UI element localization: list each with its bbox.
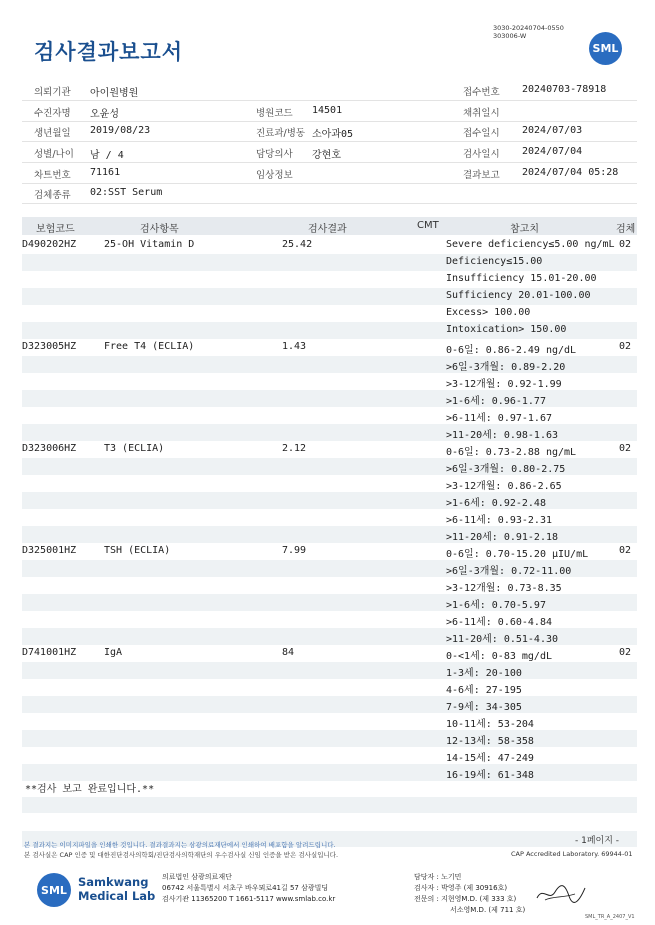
patient-info-row [22, 80, 637, 101]
col-reference: 참고치 [510, 224, 539, 235]
patient-info-row [22, 142, 637, 163]
table-row [22, 696, 637, 713]
info-value: 아이원병원 [90, 88, 139, 99]
org-line: 06742 서울특별시 서초구 바우뫼로41길 57 삼광빌딩 [162, 884, 329, 892]
table-row [22, 322, 637, 339]
reference-range: 0-6일: 0.70-15.20 μIU/mL [446, 549, 589, 560]
table-row [22, 560, 637, 577]
test-result: 25.42 [282, 239, 313, 250]
table-row [22, 288, 637, 305]
reference-range: 7-9세: 34-305 [446, 702, 522, 713]
table-row [22, 458, 637, 475]
table-row [22, 509, 637, 526]
info-value: 2024/07/04 [522, 146, 583, 157]
col-test-item: 검사항목 [140, 224, 179, 235]
test-result: 1.43 [282, 341, 307, 352]
info-label: 담당의사 [256, 149, 293, 160]
table-row [22, 679, 637, 696]
lab-name-line1: Samkwang [78, 875, 149, 889]
reference-range: Severe deficiency≤5.00 ng/mL [446, 239, 615, 250]
reference-range: >6-11세: 0.60-4.84 [446, 617, 552, 628]
blank-band [22, 797, 637, 813]
insurance-code: D325001HZ [22, 545, 77, 556]
certification-notice: 본 검사실은 CAP 인증 및 대한진단검사의학회/진단검사의학재단의 우수검사실 신임 인증을 받은 검사실입니다. [24, 851, 339, 859]
info-value: 소아과05 [312, 129, 354, 140]
reference-range: >3-12개월: 0.86-2.65 [446, 481, 562, 492]
info-label: 임상정보 [256, 170, 293, 181]
test-name: 25-OH Vitamin D [104, 239, 195, 250]
staff-line: 담당자 : 노기민 [414, 873, 462, 881]
info-label: 검사일시 [463, 149, 500, 160]
test-name: TSH (ECLIA) [104, 545, 171, 556]
test-result: 2.12 [282, 443, 307, 454]
info-label: 검체종류 [34, 190, 71, 201]
table-row [22, 356, 637, 373]
info-label: 수진자명 [34, 108, 71, 119]
info-label: 진료과/병동 [256, 128, 306, 139]
reference-range: >1-6세: 0.92-2.48 [446, 498, 546, 509]
reference-range: Excess> 100.00 [446, 307, 531, 318]
reference-range: Deficiency≤15.00 [446, 256, 543, 267]
results-table-header [22, 217, 637, 235]
table-row [22, 237, 637, 254]
reference-range: >3-12개월: 0.92-1.99 [446, 379, 562, 390]
reference-range: >6-11세: 0.93-2.31 [446, 515, 552, 526]
specimen-code: 02 [619, 239, 632, 250]
reference-range: >6일-3개월: 0.72-11.00 [446, 566, 572, 577]
table-row [22, 594, 637, 611]
reference-range: >11-20세: 0.91-2.18 [446, 532, 559, 543]
sml-footer-logo-text: SML [41, 883, 67, 897]
table-row [22, 747, 637, 764]
reference-range: 10-11세: 53-204 [446, 719, 534, 730]
lab-address [162, 872, 335, 905]
info-value: 오윤성 [90, 109, 119, 120]
info-label: 병원코드 [256, 108, 293, 119]
insurance-code: D323006HZ [22, 443, 77, 454]
reference-range: >3-12개월: 0.73-8.35 [446, 583, 562, 594]
insurance-code: D490202HZ [22, 239, 77, 250]
patient-info-row [22, 121, 637, 142]
table-row [22, 628, 637, 645]
report-title: 검사결과보고서 [34, 40, 184, 64]
table-row [22, 407, 637, 424]
specimen-code: 02 [619, 647, 632, 658]
org-line: 검사기관 11365200 T 1661-5117 www.smlab.co.kr [162, 895, 336, 903]
reference-range: >11-20세: 0.51-4.30 [446, 634, 559, 645]
table-row [22, 424, 637, 441]
info-label: 접수일시 [463, 128, 500, 139]
table-row [22, 730, 637, 747]
col-cmt: CMT [417, 220, 439, 231]
patient-info-row [22, 101, 637, 122]
reference-range: Sufficiency 20.01-100.00 [446, 290, 591, 301]
reference-range: 0-<1세: 0-83 mg/dL [446, 651, 552, 662]
info-label: 성별/나이 [34, 149, 74, 160]
insurance-code: D323005HZ [22, 341, 77, 352]
table-row [22, 577, 637, 594]
page-number: - 1페이지 - [575, 836, 620, 846]
reference-range: Insufficiency 15.01-20.00 [446, 273, 597, 284]
info-value: 02:SST Serum [90, 187, 163, 198]
staff-line: 전문의 : 지현영M.D. (제 333 호) [414, 895, 517, 903]
table-row [22, 492, 637, 509]
reference-range: 12-13세: 58-358 [446, 736, 534, 747]
org-line: 의료법인 삼광의료재단 [162, 873, 232, 881]
info-label: 채취일시 [463, 108, 500, 119]
staff-line: 검사자 : 박영주 (제 30916호) [414, 884, 508, 892]
table-row [22, 645, 637, 662]
info-value: 2024/07/04 05:28 [522, 167, 619, 178]
info-value: 20240703-78918 [522, 84, 607, 95]
table-row [22, 390, 637, 407]
info-label: 접수번호 [463, 87, 500, 98]
info-label: 차트번호 [34, 170, 71, 181]
table-row [22, 611, 637, 628]
reference-range: 14-15세: 47-249 [446, 753, 534, 764]
specimen-code: 02 [619, 443, 632, 454]
test-result: 84 [282, 647, 295, 658]
reference-range: >6일-3개월: 0.80-2.75 [446, 464, 566, 475]
reference-range: >11-20세: 0.98-1.63 [446, 430, 559, 441]
completion-message: **검사 보고 완료입니다.** [25, 784, 155, 795]
info-value: 14501 [312, 105, 343, 116]
info-label: 결과보고 [463, 170, 500, 181]
specimen-code: 02 [619, 545, 632, 556]
document-id-line2: 303006-W [493, 32, 527, 40]
patient-info-row [22, 183, 637, 204]
reference-range: >1-6세: 0.70-5.97 [446, 600, 546, 611]
reference-range: 0-6일: 0.86-2.49 ng/dL [446, 345, 577, 356]
lab-name [78, 875, 155, 903]
staff-list [414, 872, 525, 916]
results-table-body [22, 237, 637, 781]
reference-range: >6일-3개월: 0.89-2.20 [446, 362, 566, 373]
reference-range: 1-3세: 20-100 [446, 668, 522, 679]
reference-range: Intoxication> 150.00 [446, 324, 567, 335]
info-value: 2019/08/23 [90, 125, 151, 136]
table-row [22, 764, 637, 781]
table-row [22, 373, 637, 390]
table-row [22, 254, 637, 271]
info-value: 남 / 4 [90, 150, 124, 161]
specimen-code: 02 [619, 341, 632, 352]
info-label: 의뢰기관 [34, 87, 71, 98]
test-result: 7.99 [282, 545, 307, 556]
form-code: SML_TR_A_2407_V1 [585, 914, 635, 920]
cap-accreditation: CAP Accredited Laboratory. 69944-01 [511, 850, 633, 858]
reference-range: 0-6일: 0.73-2.88 ng/mL [446, 447, 577, 458]
reference-range: 16-19세: 61-348 [446, 770, 534, 781]
table-row [22, 305, 637, 322]
col-insurance-code: 보험코드 [36, 224, 75, 235]
table-row [22, 662, 637, 679]
document-id [493, 24, 564, 40]
test-name: T3 (ECLIA) [104, 443, 165, 454]
info-value: 71161 [90, 167, 121, 178]
sml-logo-icon [589, 32, 622, 65]
reference-range: 4-6세: 27-195 [446, 685, 522, 696]
insurance-code: D741001HZ [22, 647, 77, 658]
patient-info-row [22, 163, 637, 184]
info-label: 생년월일 [34, 128, 71, 139]
col-result: 검사결과 [308, 224, 347, 235]
test-name: Free T4 (ECLIA) [104, 341, 195, 352]
col-specimen: 검체 [616, 224, 636, 235]
table-row [22, 543, 637, 560]
signature-image [535, 880, 587, 906]
print-notice: 본 결과지는 이미지파일을 인쇄한 것입니다. 결과결과지는 삼광의료재단에서 인쇄하여 배포함을 알려드립니다. [24, 841, 336, 849]
lab-name-line2: Medical Lab [78, 889, 156, 903]
table-row [22, 271, 637, 288]
test-name: IgA [104, 647, 123, 658]
staff-line: 서소영M.D. (제 711 호) [450, 906, 526, 914]
table-row [22, 441, 637, 458]
table-row [22, 475, 637, 492]
reference-range: >1-6세: 0.96-1.77 [446, 396, 546, 407]
table-row [22, 339, 637, 356]
table-row [22, 526, 637, 543]
reference-range: >6-11세: 0.97-1.67 [446, 413, 552, 424]
table-row [22, 713, 637, 730]
sml-footer-logo-icon [37, 873, 71, 907]
info-value: 2024/07/03 [522, 125, 583, 136]
info-value: 강현호 [312, 150, 341, 161]
document-id-line1: 3030-20240704-0550 [493, 24, 564, 32]
sml-logo-text: SML [592, 42, 619, 55]
